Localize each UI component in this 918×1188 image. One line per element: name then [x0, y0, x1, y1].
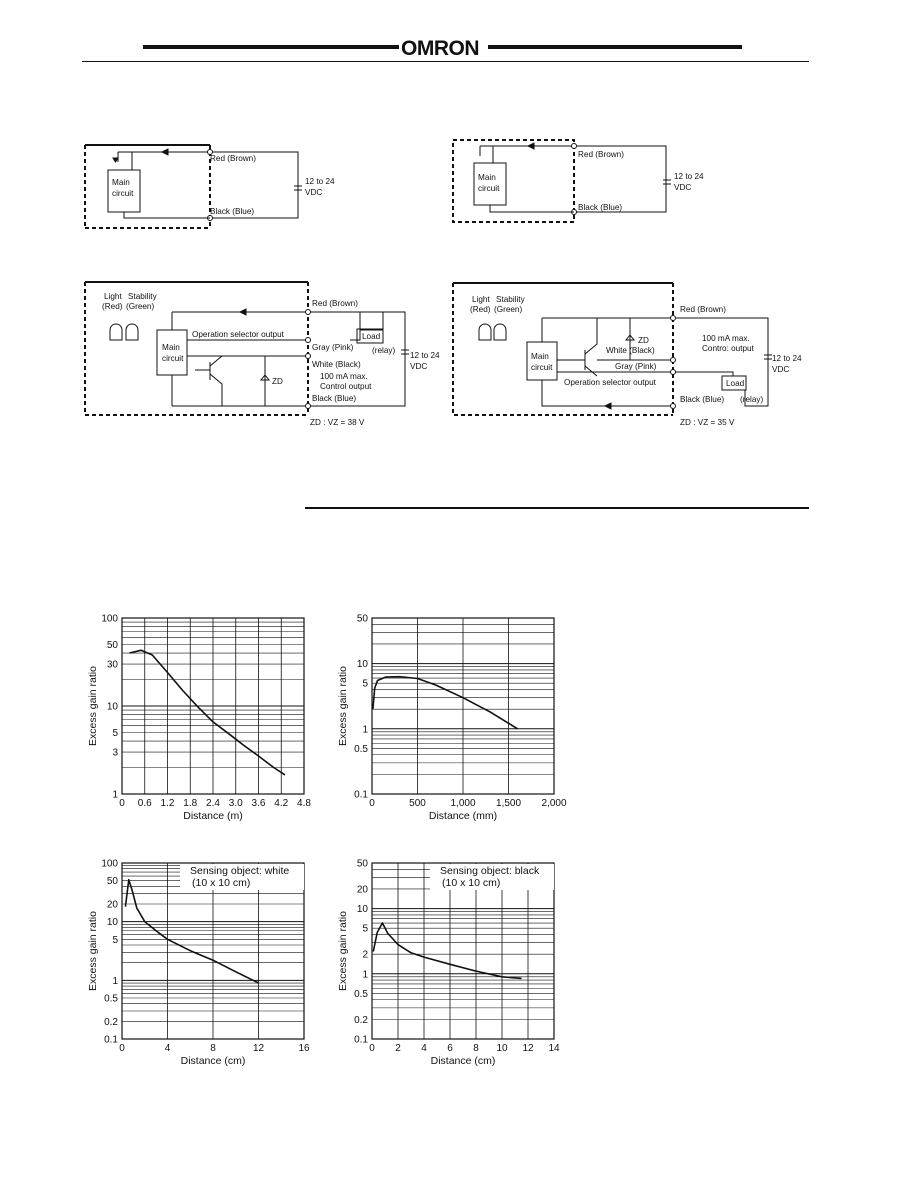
circuit-c-block-1: Main [162, 343, 180, 352]
x-tick-label: 2.4 [206, 798, 220, 809]
y-tick-label: 1 [112, 789, 118, 801]
circuit-c-block-2: circuit [162, 354, 184, 363]
circuit-b-supply-2: VDC [674, 183, 692, 192]
x-tick-label: 3.0 [228, 798, 243, 809]
x-axis-title: Distance (cm) [180, 1055, 246, 1067]
x-tick-label: 8 [210, 1043, 216, 1054]
y-tick-label: 0.1 [104, 1034, 118, 1046]
y-tick-label: 1 [362, 969, 368, 981]
y-tick-label: 2 [362, 949, 368, 961]
x-tick-label: 0 [369, 798, 375, 809]
y-tick-label: 50 [106, 639, 118, 651]
x-tick-label: 0 [119, 1043, 125, 1054]
x-tick-label: 1,500 [495, 798, 522, 809]
x-axis-title: Distance (mm) [428, 810, 498, 822]
circuit-c-ind-stability: Stability [128, 292, 157, 301]
circuit-d-supply-2: VDC [772, 365, 790, 374]
circuit-c-white: White (Black) [312, 360, 361, 369]
circuit-c-zener: ZD : VZ = 38 V [310, 418, 365, 427]
y-axis-title: Excess gain ratio [337, 911, 349, 991]
y-tick-label: 100 [101, 613, 118, 625]
y-tick-label: 20 [106, 899, 118, 911]
y-tick-label: 0.2 [104, 1016, 118, 1028]
circuit-c-ind-light: Light [104, 292, 122, 301]
x-tick-label: 3.6 [251, 798, 266, 809]
circuit-d-white: White (Black) [606, 346, 655, 355]
brand-logo: OMRON [401, 37, 479, 60]
circuit-a-wire-top: Red (Brown) [210, 154, 256, 163]
circuit-c-op-sel: Operation selector output [192, 330, 284, 339]
y-tick-label: 1 [362, 724, 368, 736]
circuit-d-zd: ZD [638, 336, 649, 345]
series-line [373, 923, 521, 978]
x-tick-label: 12 [252, 1043, 265, 1054]
circuit-d-ind-light: Light [472, 295, 490, 304]
circuit-a-supply-1: 12 to 24 [305, 177, 335, 186]
circuit-d-block-1: Main [531, 352, 549, 361]
legend-text: Sensing object: black [440, 865, 540, 877]
y-tick-label: 50 [356, 613, 368, 625]
circuit-b-block-2: circuit [478, 184, 500, 193]
circuit-a-supply-2: VDC [305, 188, 323, 197]
series-line [125, 880, 258, 983]
circuit-d-ind-stability: Stability [496, 295, 525, 304]
y-tick-label: 5 [112, 727, 118, 739]
y-tick-label: 3 [112, 747, 118, 759]
circuit-d-black: Black (Blue) [680, 395, 725, 404]
x-tick-label: 12 [522, 1043, 534, 1054]
series-line [373, 677, 518, 729]
chart-4 [330, 850, 570, 1080]
x-tick-label: 2 [395, 1043, 401, 1054]
x-tick-label: 0 [369, 1043, 375, 1054]
circuit-c-ind-green: (Green) [126, 302, 155, 311]
x-tick-label: 1.2 [160, 798, 175, 809]
circuit-c-load: Load [362, 332, 381, 341]
circuit-c-black: Black (Blue) [312, 394, 357, 403]
circuit-d-ind-red: (Red) [470, 305, 491, 314]
circuit-c-gray: Gray (Pink) [312, 343, 354, 352]
x-tick-label: 6 [447, 1043, 453, 1054]
x-tick-label: 1.8 [183, 798, 198, 809]
circuit-d-ind-green: (Green) [494, 305, 523, 314]
y-tick-label: 30 [106, 659, 118, 671]
section-rule [305, 507, 809, 509]
circuit-c-supply-2: VDC [410, 362, 428, 371]
circuit-d-max-1: 100 mA max. [702, 334, 750, 343]
circuit-d-block-2: circuit [531, 363, 553, 372]
x-tick-label: 4.2 [274, 798, 289, 809]
x-axis-title: Distance (cm) [430, 1055, 496, 1067]
y-tick-label: 0.5 [104, 993, 118, 1005]
x-tick-label: 0.6 [137, 798, 152, 809]
series-line [130, 650, 285, 775]
legend-text: Sensing object: white [190, 865, 290, 877]
x-tick-label: 4 [421, 1043, 427, 1054]
circuit-c-max-2: Control output [320, 382, 372, 391]
circuit-c-relay: (relay) [372, 346, 396, 355]
legend-text: (10 x 10 cm) [442, 877, 501, 889]
circuit-d-red: Red (Brown) [680, 305, 726, 314]
chart-1 [80, 605, 320, 835]
x-tick-label: 4 [164, 1043, 171, 1054]
x-tick-label: 16 [298, 1043, 310, 1054]
y-axis-title: Excess gain ratio [87, 911, 99, 991]
x-tick-label: 2,000 [541, 798, 567, 809]
y-tick-label: 0.5 [354, 988, 368, 1000]
circuit-d-zener: ZD : VZ = 35 V [680, 418, 735, 427]
y-axis-title: Excess gain ratio [87, 666, 99, 746]
x-tick-label: 4.8 [297, 798, 311, 809]
legend-text: (10 x 10 cm) [192, 877, 251, 889]
y-tick-label: 5 [112, 934, 118, 946]
circuit-a-block-1: Main [112, 178, 130, 187]
y-tick-label: 50 [106, 876, 118, 888]
circuit-b-block-1: Main [478, 173, 496, 182]
x-tick-label: 14 [548, 1043, 560, 1054]
circuit-d-op-sel: Operation selector output [564, 378, 656, 387]
y-tick-label: 5 [362, 678, 368, 690]
y-tick-label: 5 [362, 923, 368, 935]
y-tick-label: 0.5 [354, 743, 368, 755]
y-tick-label: 10 [106, 701, 118, 713]
circuit-c-zd: ZD [272, 377, 283, 386]
y-axis-title: Excess gain ratio [337, 666, 349, 746]
chart-3 [80, 850, 320, 1080]
x-tick-label: 1,000 [450, 798, 476, 809]
y-tick-label: 50 [356, 858, 368, 870]
circuit-c-max-1: 100 mA max. [320, 372, 368, 381]
circuit-a-block-2: circuit [112, 189, 134, 198]
circuit-diagrams [0, 0, 918, 470]
y-tick-label: 100 [101, 858, 118, 870]
circuit-a-wire-bottom: Black (Blue) [210, 207, 255, 216]
y-tick-label: 10 [356, 659, 368, 671]
circuit-d-load: Load [726, 379, 745, 388]
x-axis-title: Distance (m) [183, 810, 243, 822]
circuit-b-wire-bottom: Black (Blue) [578, 203, 623, 212]
x-tick-label: 0 [119, 798, 125, 809]
y-tick-label: 1 [112, 975, 118, 987]
circuit-d-gray: Gray (Pink) [615, 362, 657, 371]
chart-2 [330, 605, 570, 835]
circuit-d-max-2: Contro: output [702, 344, 754, 353]
x-tick-label: 10 [496, 1043, 508, 1054]
y-tick-label: 10 [356, 904, 368, 916]
x-tick-label: 500 [409, 798, 426, 809]
y-tick-label: 10 [106, 917, 118, 929]
y-tick-label: 0.1 [354, 789, 368, 801]
circuit-d-supply-1: 12 to 24 [772, 354, 802, 363]
y-tick-label: 20 [356, 884, 368, 896]
circuit-c-supply-1: 12 to 24 [410, 351, 440, 360]
y-tick-label: 0.1 [354, 1034, 368, 1046]
circuit-c-red: Red (Brown) [312, 299, 358, 308]
x-tick-label: 8 [473, 1043, 479, 1054]
circuit-b-supply-1: 12 to 24 [674, 172, 704, 181]
circuit-c-ind-red: (Red) [102, 302, 123, 311]
circuit-b-wire-top: Red (Brown) [578, 150, 624, 159]
circuit-d-relay: (relay) [740, 395, 764, 404]
y-tick-label: 0.2 [354, 1014, 368, 1026]
